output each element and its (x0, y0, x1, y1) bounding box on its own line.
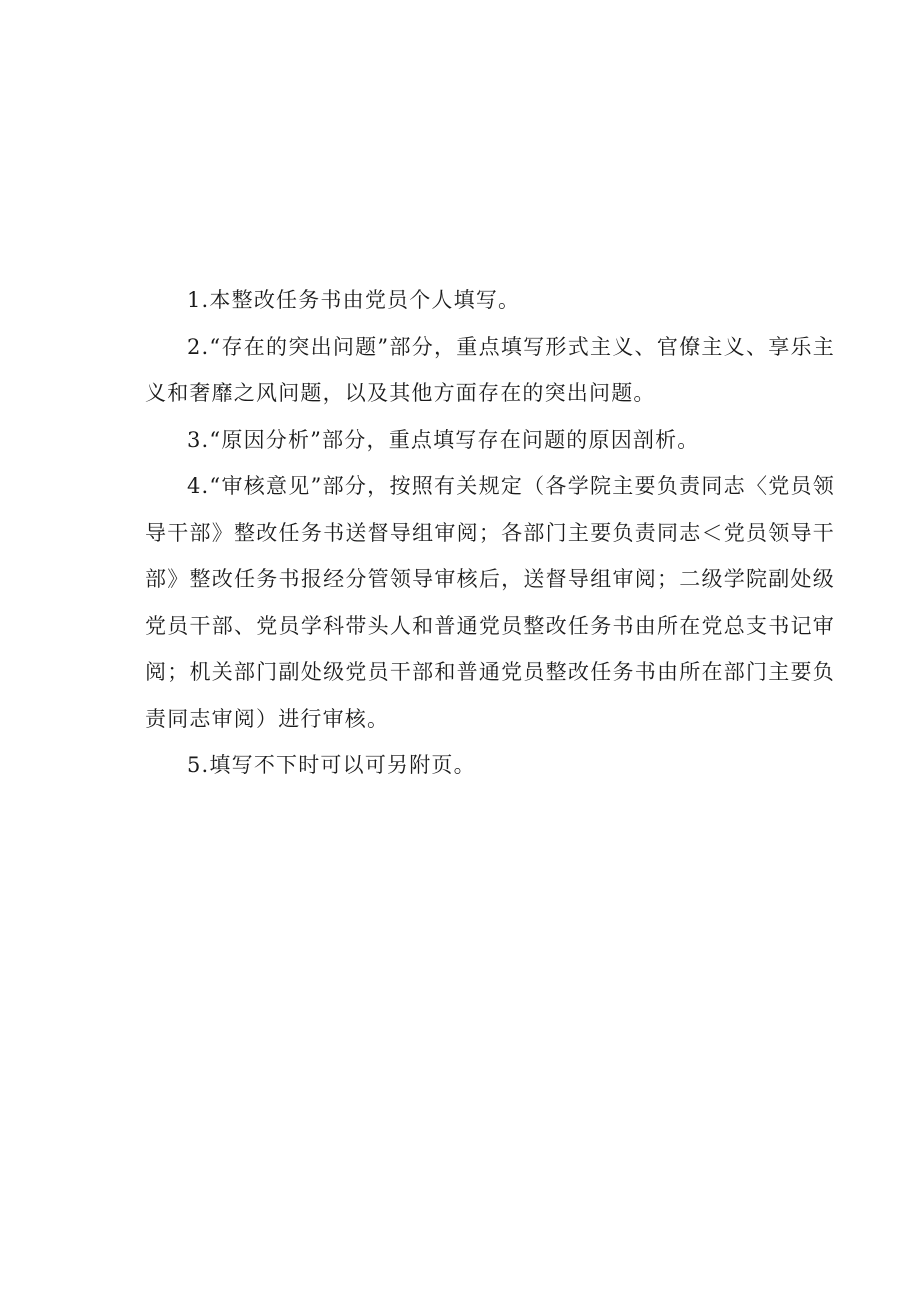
instruction-item-2: 2.“存在的突出问题”部分，重点填写形式主义、官僚主义、享乐主义和奢靡之风问题，以及其他方面存在的突出问题。 (145, 334, 835, 405)
instruction-item-1: 1.本整改任务书由党员个人填写。 (187, 288, 521, 312)
instruction-item-4: 4.“审核意见”部分，按照有关规定（各学院主要负责同志〈党员领导干部》整改任务书送督导组审阅；各部门主要负责同志＜党员领导干部》整改任务书报经分管领导审核后，送督导组审阅；二级学院副处级党员干部、党员学科带头人和普通党员整改任务书由所在党总支书记审阅；机关部门副处级党员干部和普通党员整改任务书由所在部门主要负责同志审阅）进行审核。 (145, 474, 835, 731)
instructions-list (145, 277, 835, 789)
instruction-item-3: 3.“原因分析”部分，重点填写存在问题的原因剖析。 (187, 427, 700, 452)
instruction-item-5: 5.填写不下时可以可另附页。 (187, 753, 476, 777)
